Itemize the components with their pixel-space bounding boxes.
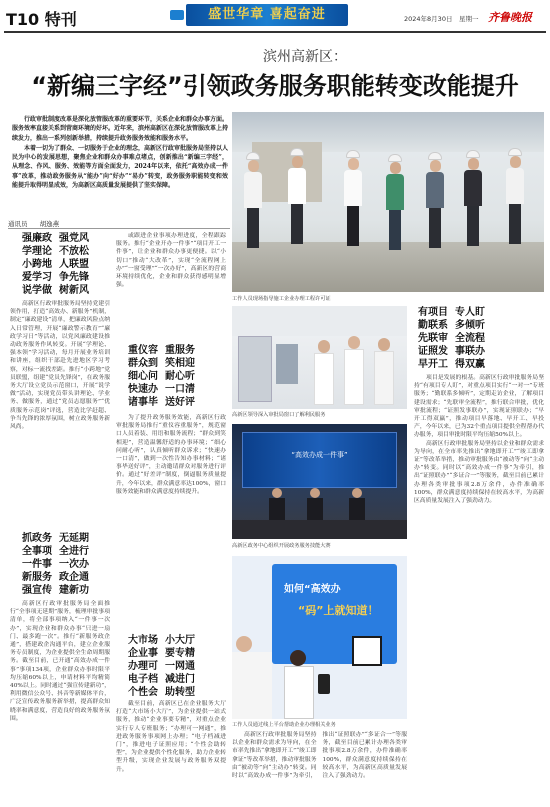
caption-photo4: 工作人员通过线上平台帮助企业办理相关业务 bbox=[232, 722, 336, 728]
slogan-row: 先联审 全流程 bbox=[418, 333, 485, 344]
caption-photo1: 工作人员现场指导施工企业办理工程许可证 bbox=[232, 296, 331, 302]
body-column-2b: 为了提升政务服务效能，高新区行政审批服务局推行“重仪容重服务”，规范窗口人员着装、用语和服务流程；“群众到笑相迎”，营造温馨舒适的办事环境；“细心问耐心听”，认真倾听群众诉求；“快速办一口清”，做到一次性告知办事材料；“诸事毕送好评”，主动邀请群众对服务进行评价。通过“好差评”制度，倒逼服务质量提升，今年以来，群众满意率达100%，窗口服务效能和群众满意度持续提升。 bbox=[116, 415, 226, 495]
issue-date: 2024年8月30日 星期一 bbox=[404, 15, 479, 23]
slogan-row: 学理论 不放松 bbox=[22, 246, 89, 257]
slogan-group-etiquette bbox=[128, 344, 202, 409]
slogan-row: 群众到 笑相迎 bbox=[128, 358, 195, 369]
banner-decoration bbox=[170, 10, 184, 20]
slogan-row: 早开工 得双赢 bbox=[418, 359, 485, 370]
slogan-row: 大市场 小大厅 bbox=[128, 635, 195, 646]
photo-skills-contest bbox=[232, 424, 407, 539]
conference-banner-text: “高效办成一件事” bbox=[291, 451, 348, 459]
body-column-2c: 截至目前，高新区已在企业服务大厅打造“大市场小大厅”，为企业提供一站式服务，推动“企业事要专精”，对重点企业实行专人专班服务；“办理可一网通”，推进政务服务事项网上办理；“电子档减进门”，推进电子证照应用；“个性会助转型”，为企业提供个性化服务，助力企业转型升级，实现企业发展与政务服务双提升。 bbox=[116, 701, 226, 773]
lead-paragraph: 行政审批制度改革是深化放管服改革的重要环节，关系企业和群众办事方面。服务效率直接关系到营商环境的好坏。近年来，滨州高新区在深化放管服改革上持续发力，推出一系列创新举措，持续提升政务服务效能和服务水平。 bbox=[12, 116, 229, 142]
body-column-1b: 高新区行政审批服务局全面推行“全事项无延期”服务，梳理审批事项清单，将全部事项纳入“一件事一次办”，实现企业和群众办事“只进一扇门、最多跑一次”。推行“新服务政企通”，搭建政企沟通平台，建立企业服务专员制度，为企业提供全生命周期服务。截至目前，已开通“高效办成一件事”事项134项，企业群众办事时限平均压缩60%以上，申请材料平均精简40%以上。同时通过“强宣传建新功”，利用微信公众号、抖音等新媒体平台，广泛宣传政务服务新举措，提高群众知晓率和满意度，营造良好的政务服务氛围。 bbox=[10, 601, 110, 722]
slogan-group-market bbox=[128, 634, 202, 699]
newspaper-logo: 齐鲁晚报 bbox=[488, 11, 532, 24]
headline: “新编三字经”引领政务服务职能转变改能提升 bbox=[31, 72, 519, 100]
kicker-text: 滨州高新区： bbox=[263, 49, 347, 65]
slogan-row: 快速办 一口清 bbox=[128, 384, 195, 395]
lead-divider bbox=[8, 228, 230, 229]
slogan-row: 个性会 助转型 bbox=[128, 687, 195, 698]
photo-site-visit bbox=[232, 112, 544, 292]
slogan-row: 勤联系 多倾听 bbox=[418, 320, 485, 331]
slogan-row: 细心问 耐心听 bbox=[128, 371, 195, 382]
body-column-3a: 项目是发展的根基。高新区行政审批服务局坚持“有项目专人盯”，对重点项目实行“一对一”专班服务；“勤联系多倾听”，定期走访企业，了解项目建设需求；“先联审全流程”，推行联合审批，优化审批流程；“证照发事联办”，实现证照联办；“早开工得双赢”，推动项目早落地、早开工、早投产，今年以来，已为32个重点项目提供全程帮办代办服务，项目审批时限平均压缩50%以上。 高新区行政审批服务局坚持以企业和群众需求为导向，在全市率先推出“拿地即开工”“竣工即拿证”等改革举措，推动审批服务由“被动等”向“主动办”转变。同时以“高效办成一件事”为牵引，推出“证照联办”“多证合一”等服务，截至目前已累计办理各类审批事项2.8万余件，办件准确率100%，群众满意度持续保持在较高水平，为高新区高质量发展注入了强劲动力。 bbox=[414, 375, 544, 505]
photo-leader-visit bbox=[232, 306, 407, 409]
slogan-row: 抓政务 无延期 bbox=[22, 533, 89, 544]
slogan-row: 重仪容 重服务 bbox=[128, 345, 195, 356]
slogan-row: 一件事 一次办 bbox=[22, 559, 89, 570]
byline bbox=[8, 219, 69, 228]
slogan-row: 爱学习 争先锋 bbox=[22, 272, 89, 283]
page-number: T10 特刊 bbox=[6, 10, 77, 29]
caption-photo3: 高新区政务中心组织开展政务服务技能大赛 bbox=[232, 543, 331, 549]
photo-online-service bbox=[232, 556, 407, 719]
body-column-2a: 或跟进企业事项办理进度，全程跟踪服务。推行“企业开办一件事”“项目开工一件事”，让企业和群众办事更便捷。以“小切口”推动“大改革”，实现“全流程网上办”“一窗受理”“一次办好”，高新区的营商环境持续优化，企业和群众获得感明显增强。 bbox=[116, 233, 226, 289]
slogan-row: 诸事毕 送好评 bbox=[128, 397, 195, 408]
slogan-row: 说学做 树新风 bbox=[22, 285, 89, 296]
poster-text-line2: “码”上就知道！ bbox=[298, 604, 379, 617]
caption-photo2: 高新区领导深入审批局窗口了解利民服务 bbox=[232, 412, 326, 418]
section-banner: 盛世华章 喜起奋进 bbox=[186, 4, 348, 26]
slogan-group-project bbox=[418, 306, 492, 371]
byline-name: 胡逸燕 bbox=[39, 220, 60, 228]
slogan-row: 办理可 一网通 bbox=[128, 661, 195, 672]
slogan-row: 强宣传 建新功 bbox=[22, 585, 89, 596]
body-column-1a: 高新区行政审批服务局坚持党建引领作用，打造“高效办、新服务”机制，制定“廉政建设”清单，把廉政风险点纳入日常管理，开展“廉政警示教育”“廉政学习日”等活动，以党风廉政建设推动政务服务作风转变。开展“学理论、强本领”学习活动，每月开展业务培训和讲座，组织干部赴先进地区学习考察，对标一流找差距。推行“小跨地”党员联盟，组建“党员先锋岗”，在政务服务大厅设立党员示范窗口，开展“说学做”活动，实现党员带头讲理论、学业务、做服务，通过“党员志愿服务”“优质服务示范岗”评选，营造比学赶超、争当先锋的浓厚氛围，树立政务服务新风尚。 bbox=[10, 301, 110, 431]
slogan-row: 电子档 减进门 bbox=[128, 674, 195, 685]
slogan-row: 新服务 政企通 bbox=[22, 572, 89, 583]
kicker bbox=[0, 46, 550, 66]
byline-role: 通讯员 bbox=[8, 220, 28, 228]
slogan-group-service bbox=[22, 532, 96, 597]
header-divider bbox=[4, 31, 546, 33]
slogan-row: 强廉政 强党风 bbox=[22, 233, 89, 244]
slogan-row: 企业事 要专精 bbox=[128, 648, 195, 659]
poster-text-line1: 如何“高效办 bbox=[284, 584, 341, 595]
slogan-row: 小跨地 人联盟 bbox=[22, 259, 89, 270]
lead-paragraphs bbox=[12, 115, 228, 191]
body-column-mid-bottom: 高新区行政审批服务局坚持以企业和群众需求为导向，在全市率先推出“拿地即开工”“竣工即拿证”等改革举措，推动审批服务由“被动等”向“主动办”转变。同时以“高效办成一件事”为牵引，推出“证照联办”“多证合一”等服务，截至目前已累计办理各类审批事项2.8万余件，办件准确率100%，群众满意度持续保持在较高水平，为高新区高质量发展注入了强劲动力。 bbox=[232, 732, 407, 780]
slogan-row: 全事项 全进行 bbox=[22, 546, 89, 557]
slogan-group-party bbox=[22, 232, 96, 297]
slogan-row: 证照发 事联办 bbox=[418, 346, 485, 357]
slogan-row: 有项目 专人盯 bbox=[418, 307, 485, 318]
lead-paragraph: 本着一切为了群众、一切服务于企业的理念，高新区行政审批服务局坚持以人民为中心的发展思想，聚焦企业和群众办事难点堵点，创新推出“新编三字经”，从理念、作风、服务、效能等方面全面发力，2024年以来，依托“高效办成一件事”改革，推动政务服务从“能办”向“好办”“易办”转变，政务服务职能转变和效能提升取得明显成效，为高新区高质量发展提供了坚实保障。 bbox=[12, 144, 229, 190]
